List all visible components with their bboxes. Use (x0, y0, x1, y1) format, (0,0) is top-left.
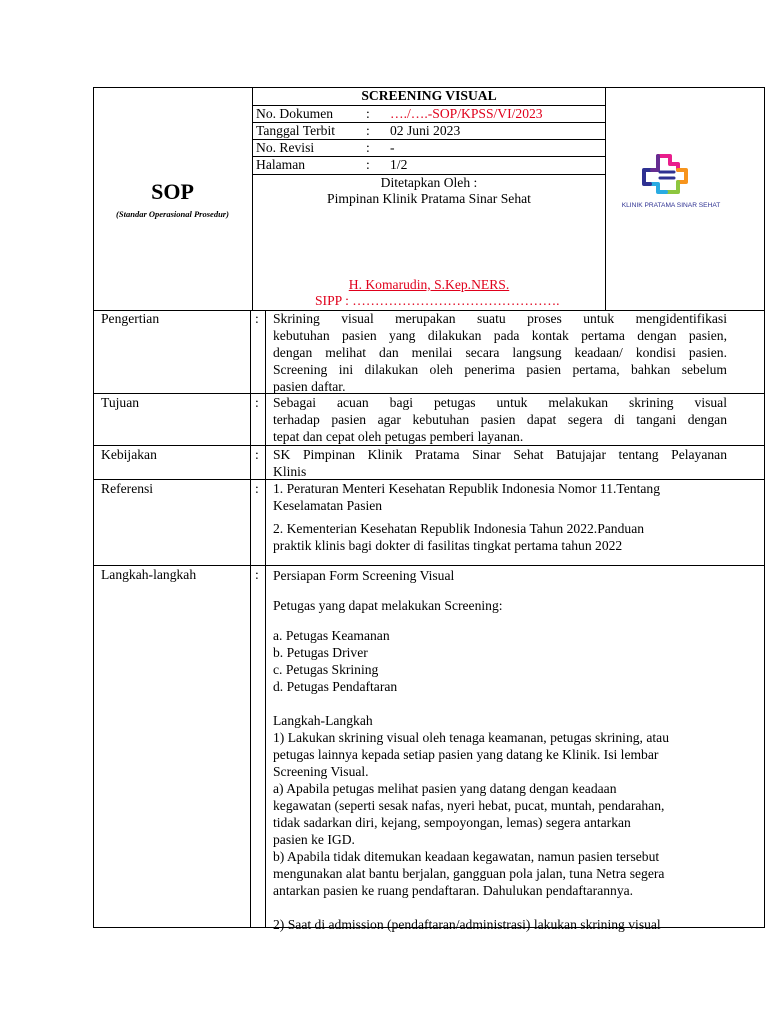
step1b-line-3: antarkan pasien ke ruang pendaftaran. Dahulukan pendaftarannya. (273, 883, 634, 898)
colon-tujuan: : (255, 395, 259, 410)
label-tujuan: Tujuan (101, 395, 140, 410)
step1-line-1: 1) Lakukan skrining visual oleh tenaga keamanan, petugas skrining, atau (273, 730, 669, 745)
pengertian-line-3: dengan melihat dan menilai secara langsung keadaan/ kondisi pasien. (273, 344, 727, 360)
petugas-item-d: d. Petugas Pendaftaran (273, 679, 398, 694)
step2-line-1: 2) Saat di admission (pendaftaran/administrasi) lakukan skrining visual (273, 917, 661, 932)
document-title: SCREENING VISUAL (361, 88, 497, 103)
referensi-item-2-line-1: 2. Kementerian Kesehatan Republik Indonesia Tahun 2022.Panduan (273, 520, 645, 536)
table-border-right (764, 87, 765, 928)
content-kebijakan (273, 447, 727, 481)
step1-line-3: Screening Visual. (273, 764, 369, 779)
body-label-divider (250, 310, 251, 928)
pengertian-line-1: Skrining visual merupakan suatu proses untuk mengidentifikasi (273, 311, 727, 326)
langkah-petugas-intro: Petugas yang dapat melakukan Screening: (273, 598, 503, 613)
referensi-item-1-line-1: 1. Peraturan Menteri Kesehatan Republik Indonesia Nomor 11.Tentang (273, 481, 660, 496)
colon-langkah: : (255, 567, 259, 582)
pengertian-line-5: pasien daftar. (273, 378, 346, 394)
step1a-line-4: pasien ke IGD. (273, 832, 355, 847)
petugas-item-b: b. Petugas Driver (273, 645, 368, 660)
clinic-logo (640, 150, 700, 198)
logo-caption: KLINIK PRATAMA SINAR SEHAT (621, 202, 721, 209)
meta-sep-no-revisi: : (366, 140, 370, 155)
meta-label-tanggal-terbit: Tanggal Terbit (256, 123, 336, 138)
meta-label-no-dokumen: No. Dokumen (256, 106, 334, 121)
colon-kebijakan: : (255, 447, 259, 462)
langkah-persiapan: Persiapan Form Screening Visual (273, 568, 455, 583)
body-colon-divider (265, 310, 266, 928)
meta-value-halaman: 1/2 (390, 157, 408, 172)
meta-sep-tanggal-terbit: : (366, 123, 370, 138)
tujuan-line-3: tepat dan cepat oleh petugas pemberi layanan. (273, 428, 524, 444)
petugas-item-a: a. Petugas Keamanan (273, 628, 390, 643)
label-langkah: Langkah-langkah (101, 567, 197, 582)
content-tujuan (273, 395, 727, 446)
header-divider-right (605, 87, 606, 310)
ditetapkan-by: Pimpinan Klinik Pratama Sinar Sehat (327, 191, 531, 206)
step1a-line-1: a) Apabila petugas melihat pasien yang datang dengan keadaan (273, 781, 617, 796)
petugas-item-c: c. Petugas Skrining (273, 662, 379, 677)
referensi-item-2-line-2: praktik klinis bagi dokter di fasilitas tingkat pertama tahun 2022 (273, 537, 623, 553)
step1a-line-3: tidak sadarkan diri, kejang, sempoyongan, lemas) segera antarkan (273, 815, 631, 830)
meta-value-no-revisi: - (390, 140, 395, 155)
meta-sep-halaman: : (366, 157, 370, 172)
kebijakan-line-1: SK Pimpinan Klinik Pratama Sinar Sehat Batujajar tentang Pelayanan (273, 447, 727, 462)
sop-subtitle: (Standar Operasional Prosedur) (116, 209, 229, 219)
meta-value-tanggal-terbit: 02 Juni 2023 (390, 123, 461, 138)
colon-pengertian: : (255, 311, 259, 326)
step1-line-2: petugas lainnya kepada setiap pasien yang datang ke Klinik. Isi lembar (273, 747, 659, 762)
row-line-langkah (93, 565, 765, 566)
referensi-item-1-line-2: Keselamatan Pasien (273, 497, 383, 513)
content-referensi (273, 481, 727, 555)
tujuan-line-2: terhadap pasien agar kebutuhan pasien dapat segera di tangani dengan (273, 411, 727, 427)
label-kebijakan: Kebijakan (101, 447, 157, 462)
content-langkah (273, 567, 727, 933)
clinic-logo-icon (640, 150, 700, 198)
kebijakan-line-2: Klinis (273, 463, 307, 479)
langkah-steps-title: Langkah-Langkah (273, 713, 373, 728)
ditetapkan-label: Ditetapkan Oleh : (380, 175, 478, 190)
pengertian-line-2: kebutuhan pasien yang dilakukan pada kontak pertama dengan pasien, (273, 327, 727, 343)
meta-label-halaman: Halaman (256, 157, 306, 172)
colon-referensi: : (255, 481, 259, 496)
sipp-line: SIPP : ………………………………………. (315, 293, 560, 308)
step1b-line-2: mengunakan alat bantu berjalan, gangguan pola jalan, tuna Netra segera (273, 866, 665, 881)
meta-label-no-revisi: No. Revisi (256, 140, 315, 155)
meta-value-no-dokumen: …./….-SOP/KPSS/VI/2023 (390, 106, 543, 121)
label-pengertian: Pengertian (101, 311, 160, 326)
signatory-name: H. Komarudin, S.Kep.NERS. (348, 277, 510, 292)
step1a-line-2: kegawatan (seperti sesak nafas, nyeri hebat, pucat, muntah, pendarahan, (273, 798, 665, 813)
content-pengertian (273, 311, 727, 396)
pengertian-line-4: Screening ini dilakukan oleh penerima pasien pertama, bahkan sebelum (273, 361, 727, 377)
label-referensi: Referensi (101, 481, 154, 496)
step1b-line-1: b) Apabila tidak ditemukan keadaan kegawatan, namun pasien tersebut (273, 849, 660, 864)
sop-label: SOP (151, 179, 194, 204)
tujuan-line-1: Sebagai acuan bagi petugas untuk melakukan skrining visual (273, 395, 727, 410)
meta-sep-no-dokumen: : (366, 106, 370, 121)
